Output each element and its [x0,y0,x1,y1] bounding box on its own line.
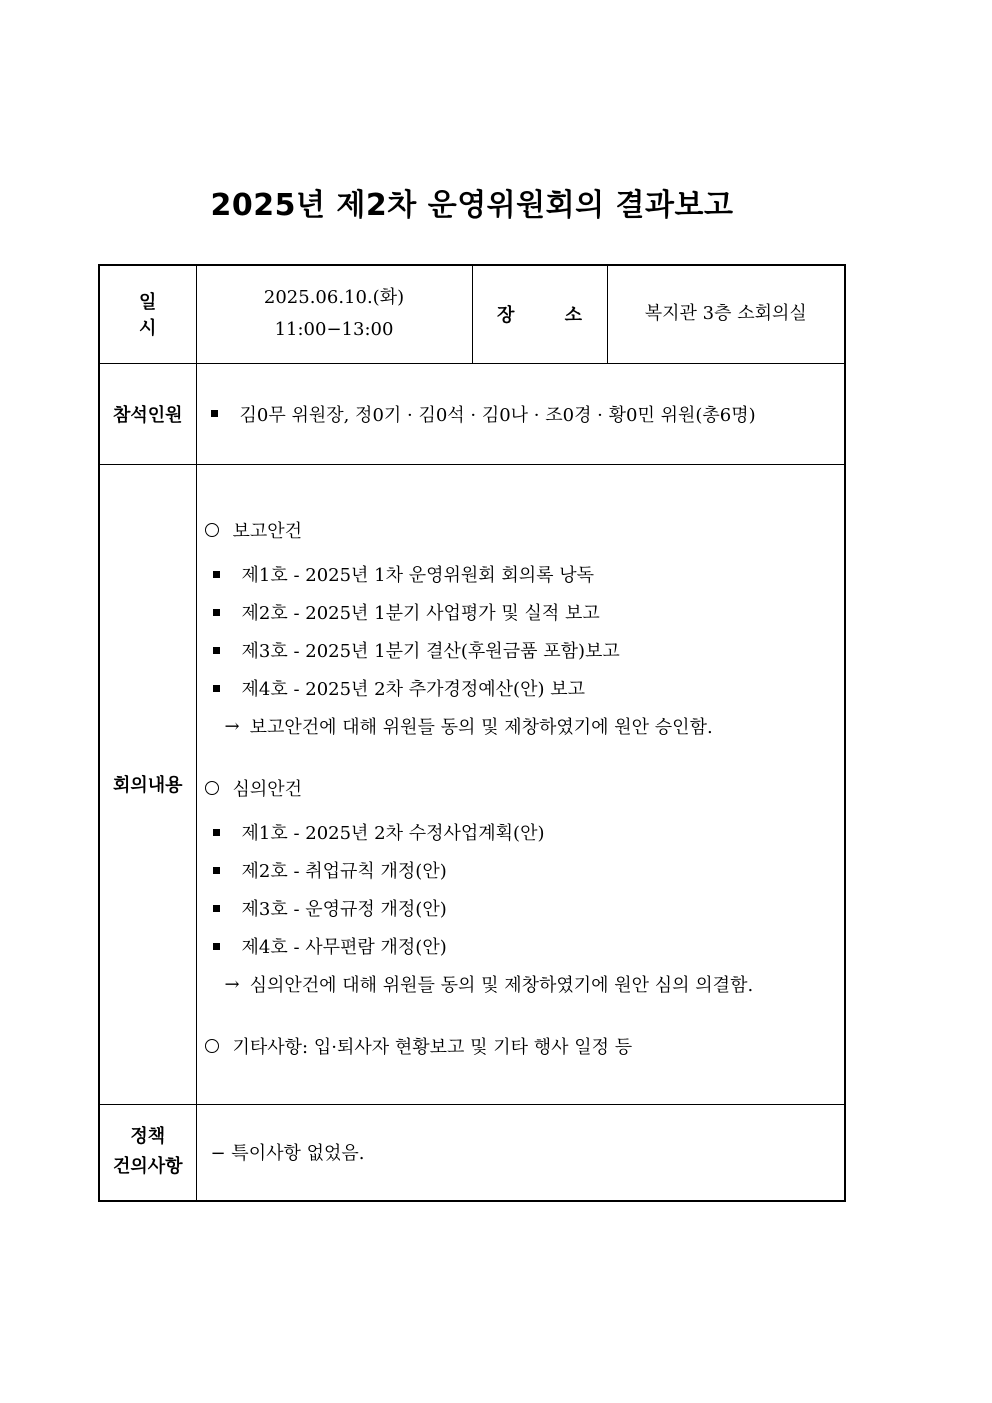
deliberation-result: → 심의안건에 대해 위원들 동의 및 제창하였기에 원안 심의 의결함. [224,973,754,996]
list-item: 제2호 - 2025년 1분기 사업평가 및 실적 보고 [205,593,845,631]
arrow-right-icon: → [224,973,240,995]
report-heading: 보고안건 [205,511,845,549]
bullet-square-icon [213,829,220,836]
bullet-square-icon [213,943,220,950]
policy-value: − 특이사항 없었음. [196,1104,845,1201]
time-value: 11:00−13:00 [274,319,394,341]
attendees-label: 참석인원 [99,363,196,464]
bullet-square-icon [213,571,220,578]
attendees-cell [196,363,845,464]
place-label: 장 소 [472,265,607,363]
document-title: 2025년 제2차 운영위원회의 결과보고 [210,188,734,223]
circle-bullet-icon [205,523,219,537]
date-value: 2025.06.10.(화) [263,287,405,309]
circle-bullet-icon [205,1039,219,1053]
report-result: → 보고안건에 대해 위원들 동의 및 제창하였기에 원안 승인함. [224,715,713,738]
date-label: 일 시 [99,265,196,363]
policy-row [99,1104,845,1201]
bullet-square-icon [213,647,220,654]
bullet-square-icon [213,609,220,616]
content-label: 회의내용 [99,464,196,1104]
list-item: 제3호 - 2025년 1분기 결산(후원금품 포함)보고 [205,631,845,669]
attendees-row [99,363,845,464]
place-value: 복지관 3층 소회의실 [607,265,845,363]
attendees-value: 김0무 위원장, 정0기 · 김0석 · 김0나 · 조0경 · 황0민 위원(총6명) [239,404,756,426]
deliberation-heading: 심의안건 [205,769,845,807]
list-item: 제4호 - 2025년 2차 추가경정예산(안) 보고 [205,669,845,707]
arrow-right-icon: → [224,715,240,737]
policy-label: 정책 건의사항 [99,1104,196,1201]
bullet-square-icon [213,685,220,692]
report-table [98,264,846,1202]
list-item: 제1호 - 2025년 2차 수정사업계획(안) [205,813,845,851]
bullet-square-icon [213,905,220,912]
list-item: 제2호 - 취업규칙 개정(안) [205,851,845,889]
date-cell [196,265,472,363]
list-item: 제1호 - 2025년 1차 운영위원회 회의록 낭독 [205,555,845,593]
bullet-square-icon [211,410,218,417]
bullet-square-icon [213,867,220,874]
other-matters: 기타사항: 입·퇴사자 현황보고 및 기타 행사 일정 등 [205,1027,845,1065]
content-cell [196,464,845,1104]
date-place-row [99,265,845,363]
content-row [99,464,845,1104]
list-item: 제4호 - 사무편람 개정(안) [205,927,845,965]
circle-bullet-icon [205,781,219,795]
list-item: 제3호 - 운영규정 개정(안) [205,889,845,927]
